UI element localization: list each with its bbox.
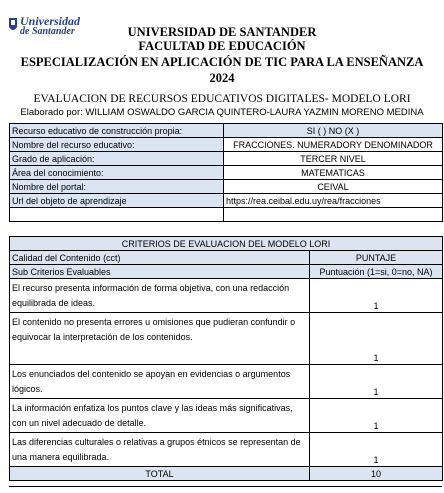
blank-cell xyxy=(10,208,224,222)
bottom-border xyxy=(9,486,442,487)
criterion-score: 1 xyxy=(310,313,443,365)
logo-text-line2: de Santander xyxy=(20,26,75,37)
criterion-score: 1 xyxy=(310,433,443,467)
blank-row xyxy=(10,208,443,222)
url-row xyxy=(10,194,443,208)
criterion-row xyxy=(10,279,443,313)
url-label: Url del objeto de aprendizaje xyxy=(10,194,224,208)
resource-name-label: Nombre del recurso educativo: xyxy=(10,138,224,152)
resource-name-value: FRACCIONES. NUMERADORY DENOMINADOR xyxy=(224,138,443,152)
grade-label: Grado de aplicación: xyxy=(10,152,224,166)
year: 2024 xyxy=(209,71,235,85)
score-scale: Puntuación (1=si, 0=no, NA) xyxy=(310,265,443,279)
portal-value: CEIVAL xyxy=(224,180,443,194)
area-row xyxy=(10,166,443,180)
sub-criteria-label: Sub Criterios Evaluables xyxy=(10,265,310,279)
quality-label: Calidad del Contenido (cct) xyxy=(10,251,310,265)
criterion-row xyxy=(10,399,443,433)
resource-info-table xyxy=(9,123,443,222)
criteria-title: CRITERIOS DE EVALUACION DEL MODELO LORI xyxy=(10,237,443,251)
total-value: 10 xyxy=(310,467,443,481)
blank-cell xyxy=(224,208,443,222)
resource-name-row xyxy=(10,138,443,152)
grade-row xyxy=(10,152,443,166)
url-value[interactable]: https://rea.ceibal.edu.uy/rea/fracciones xyxy=(224,194,443,208)
criterion-score: 1 xyxy=(310,279,443,313)
own-resource-value: SI ( ) NO (X ) xyxy=(224,124,443,138)
criterion-row xyxy=(10,433,443,467)
criterion-row xyxy=(10,313,443,365)
authors: Elaborado por: WILLIAM OSWALDO GARCIA QUINTERO-LAURA YAZMIN MORENO MEDINA xyxy=(20,107,424,118)
criterion-text: Los enunciados del contenido se apoyan en evidencias o argumentos lógicos. xyxy=(10,365,310,399)
criterion-text: Las diferencias culturales o relativas a grupos étnicos se representan de una manera equilibrada. xyxy=(10,433,310,467)
faculty-name: FACULTAD DE EDUCACIÓN xyxy=(138,39,306,53)
criterion-text: El recurso presenta información de forma objetiva, con una redacción equilibrada de ideas. xyxy=(10,279,310,313)
logo-text-line1: Universidad xyxy=(20,14,80,28)
portal-label: Nombre del portal: xyxy=(10,180,224,194)
quality-row xyxy=(10,251,443,265)
area-value: MATEMATICAS xyxy=(224,166,443,180)
total-label: TOTAL xyxy=(10,467,310,481)
criterion-text: La información enfatiza los puntos clave y las ideas más significativas, con un nivel adecuado de detalle. xyxy=(10,399,310,433)
own-resource-row xyxy=(10,124,443,138)
criteria-table xyxy=(9,236,443,481)
program-name: ESPECIALIZACIÓN EN APLICACIÓN DE TIC PARA LA ENSEÑANZA xyxy=(20,55,424,69)
area-label: Área del conocimiento: xyxy=(10,166,224,180)
university-name: UNIVERSIDAD DE SANTANDER xyxy=(127,25,317,39)
document-title: EVALUACION DE RECURSOS EDUCATIVOS DIGITALES- MODELO LORI xyxy=(33,93,411,105)
score-header: PUNTAJE xyxy=(310,251,443,265)
criteria-title-row xyxy=(10,237,443,251)
criterion-text: El contenido no presenta errores u omisiones que pudieran confundir o equivocar la interpretación de los contenidos. xyxy=(10,313,310,365)
total-row xyxy=(10,467,443,481)
criterion-score: 1 xyxy=(310,365,443,399)
criterion-score: 1 xyxy=(310,399,443,433)
grade-value: TERCER NIVEL xyxy=(224,152,443,166)
portal-row xyxy=(10,180,443,194)
criterion-row xyxy=(10,365,443,399)
own-resource-label: Recurso educativo de construcción propia: xyxy=(10,124,224,138)
sub-criteria-row xyxy=(10,265,443,279)
